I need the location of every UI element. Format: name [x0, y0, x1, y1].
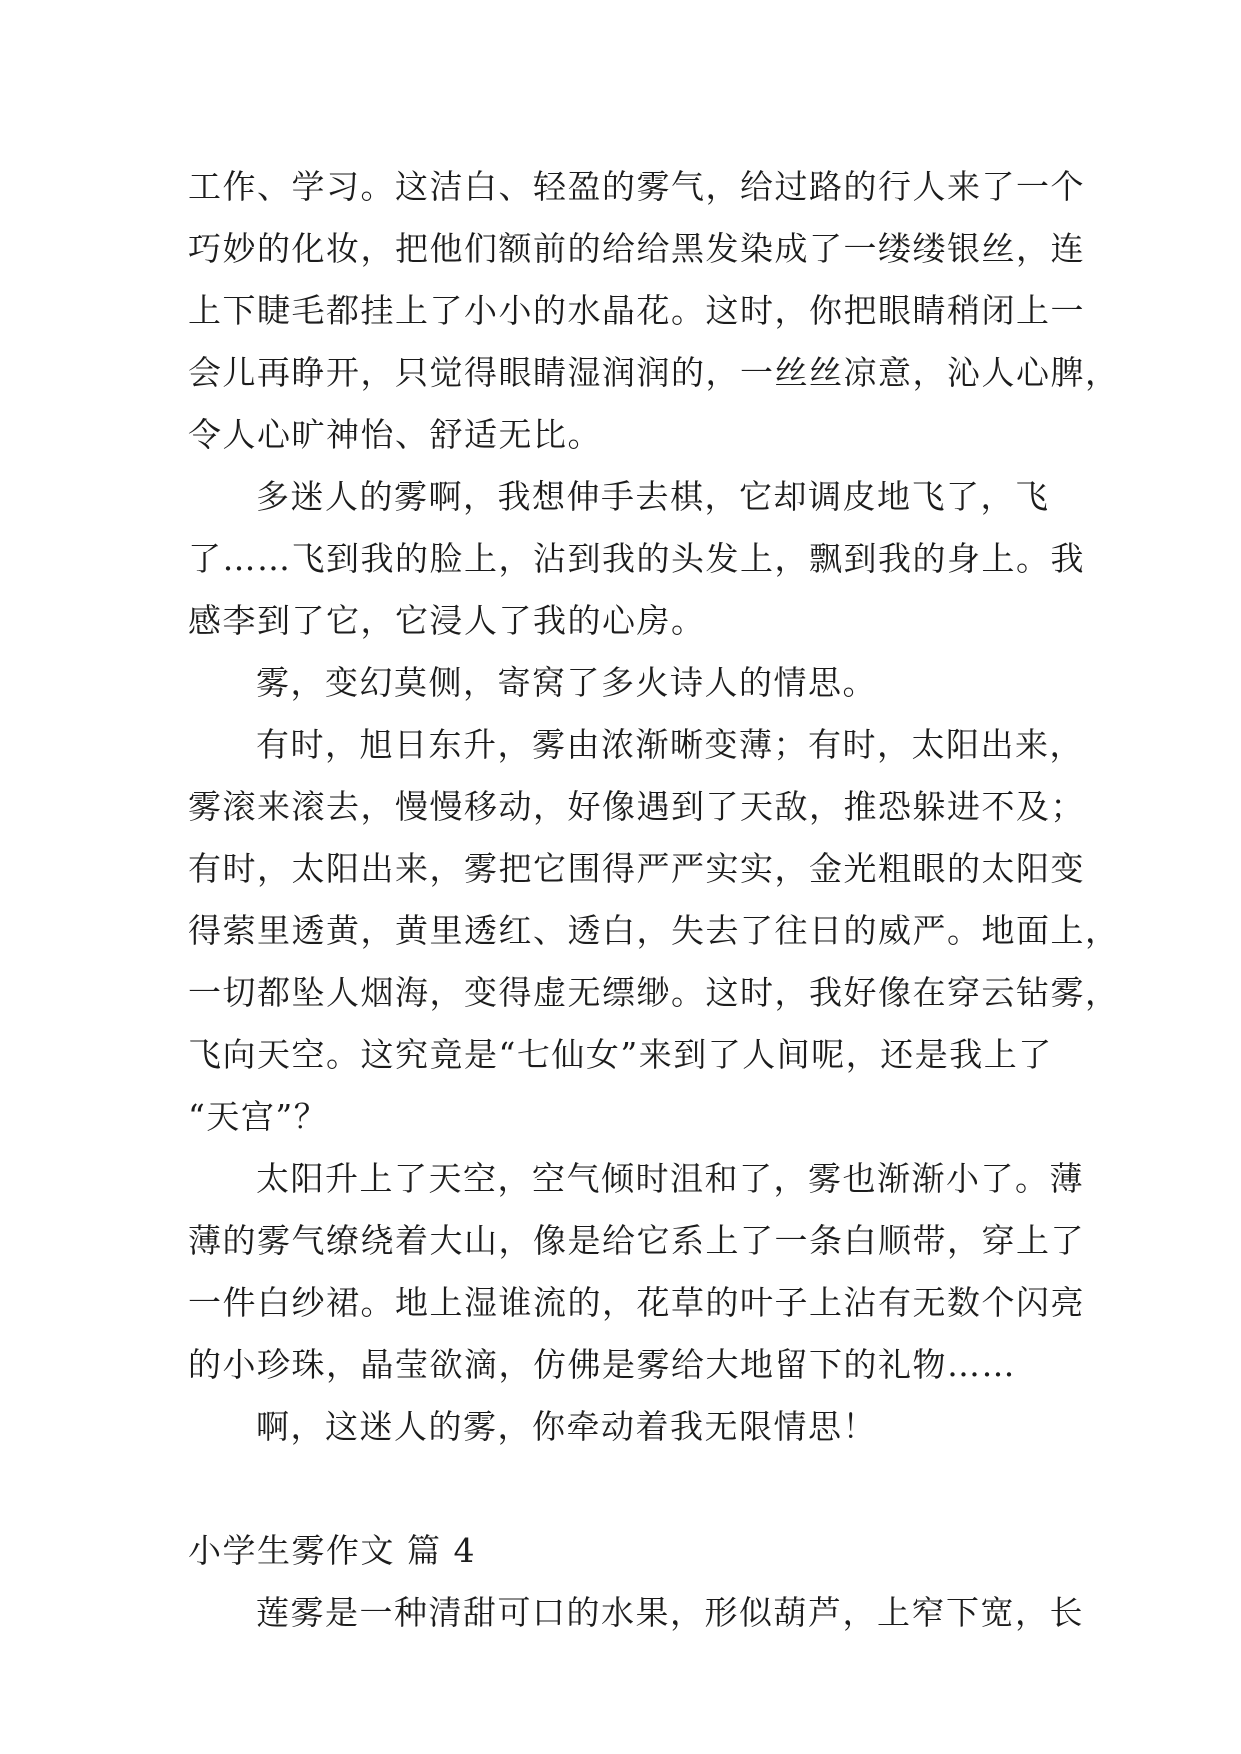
text-line: “天宫”？ — [188, 1097, 329, 1136]
text-line: 莲雾是一种清甜可口的水果，形似葫芦，上窄下宽，长 — [256, 1593, 1084, 1632]
paragraph — [188, 466, 1085, 652]
text-line: 啊，这迷人的雾，你牵动着我无限情思！ — [256, 1407, 877, 1446]
text-line: 上下睫毛都挂上了小小的水晶花。这时，你把眼睛稍闭上一 — [188, 291, 1085, 330]
text-line: 感李到了它，它浸人了我的心房。 — [188, 601, 706, 640]
text-line: 会儿再睁开，只觉得眼睛湿润润的，一丝丝凉意，沁人心脾， — [188, 353, 1120, 392]
text-line: 飞向天空。这究竟是“七仙女”来到了人间呢，还是我上了 — [188, 1035, 1053, 1074]
text-line: 多迷人的雾啊，我想伸手去棋，它却调皮地飞了，飞 — [256, 477, 1050, 516]
paragraph — [188, 1582, 1084, 1644]
text-line: 的小珍珠，晶莹欲滴，仿佛是雾给大地留下的礼物…… — [188, 1345, 1016, 1384]
paragraph — [188, 156, 1120, 466]
text-line: 雾，变幻莫侧，寄窝了多火诗人的情思。 — [256, 663, 877, 702]
text-line: 雾滚来滚去，慢慢移动，好像遇到了天敌，推恐躲进不及； — [188, 787, 1085, 826]
paragraph — [188, 1148, 1085, 1396]
text-line: 太阳升上了天空，空气倾时沮和了，雾也渐渐小了。薄 — [256, 1159, 1084, 1198]
text-line: 一件白纱裙。地上湿谁流的，花草的叶子上沾有无数个闪亮 — [188, 1283, 1085, 1322]
text-line: 了……飞到我的脸上，沾到我的头发上，飘到我的身上。我 — [188, 539, 1085, 578]
text-line: 得萦里透黄，黄里透红、透白，失去了往日的威严。地面上， — [188, 911, 1120, 950]
document-body — [188, 156, 1120, 1644]
text-line: 工作、学习。这洁白、轻盈的雾气，给过路的行人来了一个 — [188, 167, 1085, 206]
text-line: 一切都坠人烟海，变得虚无缥缈。这时，我好像在穿云钻雾， — [188, 973, 1120, 1012]
text-line: 巧妙的化妆，把他们额前的给给黑发染成了一缕缕银丝，连 — [188, 229, 1085, 268]
text-line: 有时，旭日东升，雾由浓渐晰变薄；有时，太阳出来， — [256, 725, 1084, 764]
section-heading: 小学生雾作文 篇 4 — [188, 1531, 476, 1570]
text-line: 有时，太阳出来，雾把它围得严严实实，金光粗眼的太阳变 — [188, 849, 1085, 888]
paragraph — [188, 652, 1068, 714]
text-line: 令人心旷神怡、舒适无比。 — [188, 415, 602, 454]
text-line: 薄的雾气缭绕着大山，像是给它系上了一条白顺带，穿上了 — [188, 1221, 1085, 1260]
paragraph — [188, 1396, 1068, 1458]
paragraph — [188, 714, 1120, 1148]
spacer — [188, 1458, 1068, 1520]
